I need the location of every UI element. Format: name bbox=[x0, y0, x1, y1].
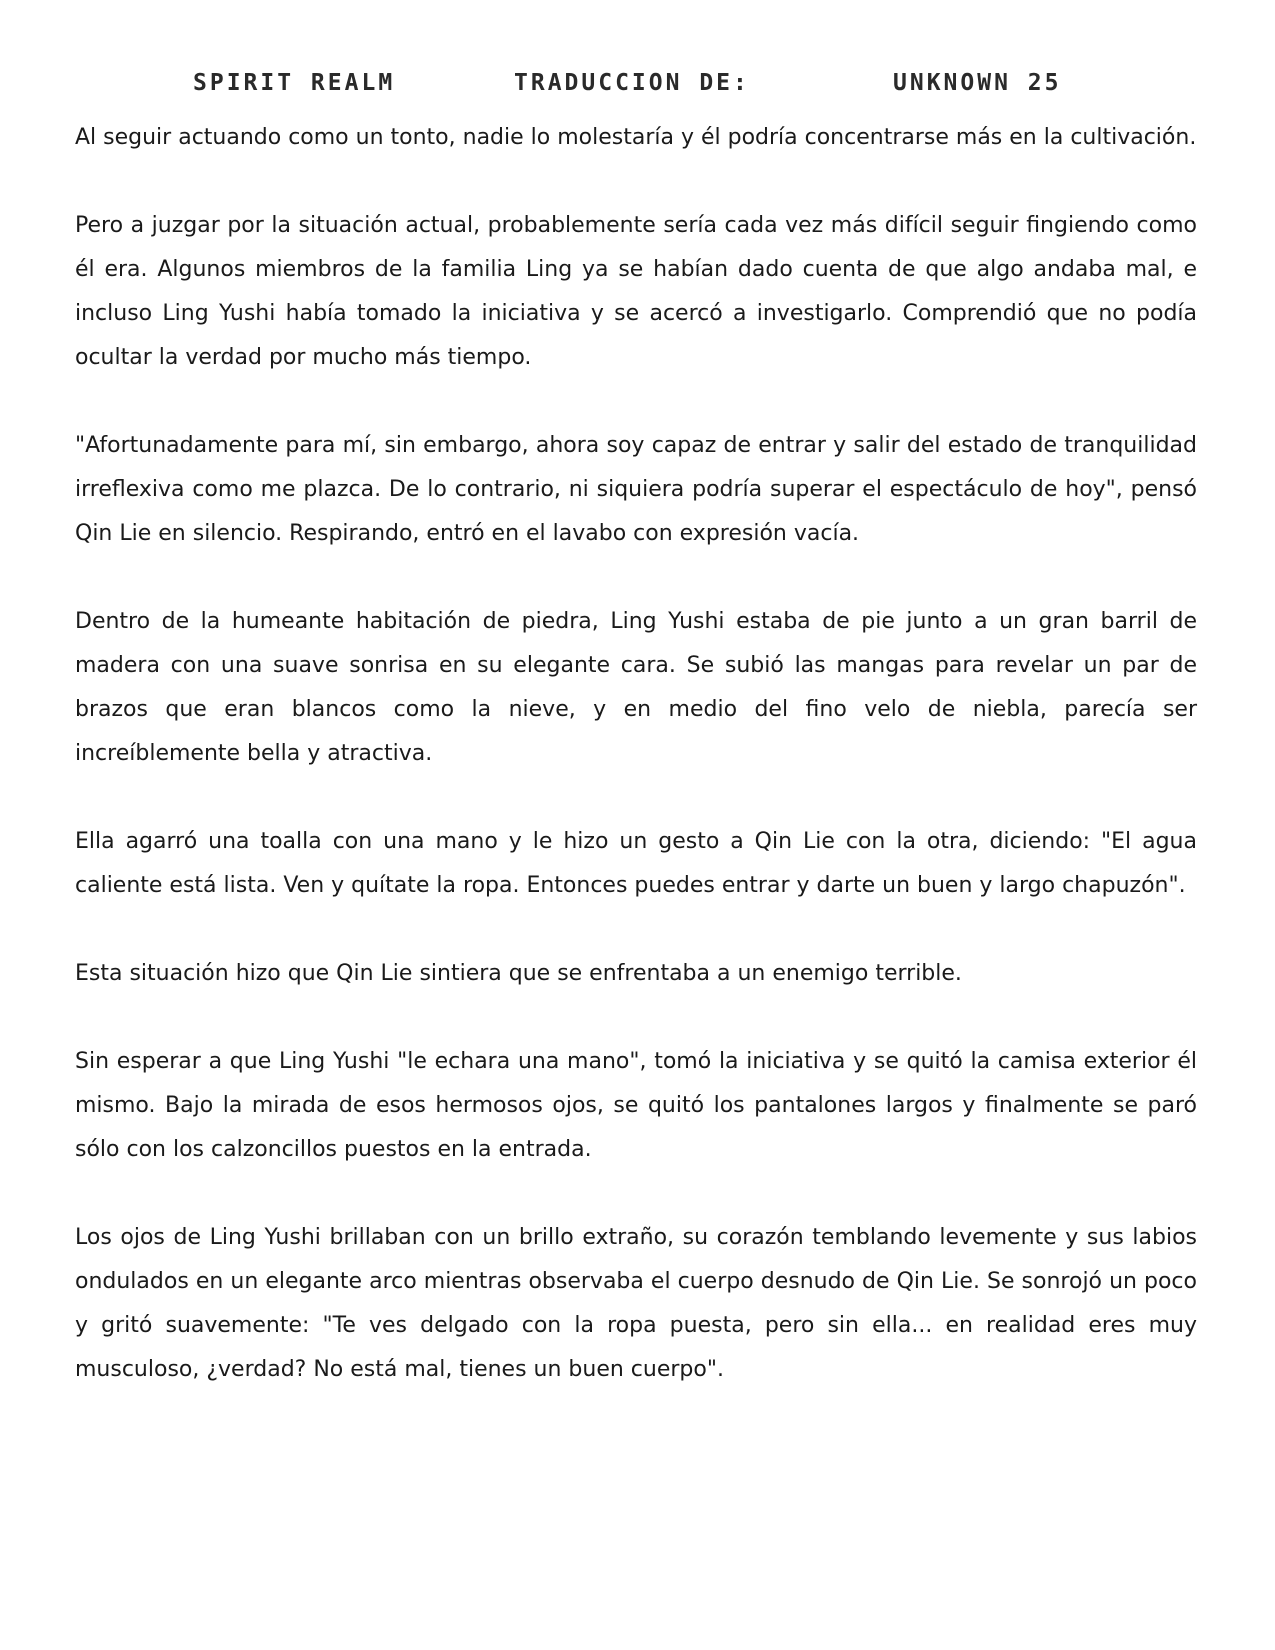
page-header bbox=[0, 70, 1275, 110]
paragraph-5: Ella agarró una toalla con una mano y le hizo un gesto a Qin Lie con la otra, diciendo: "El agua caliente está lista. Ven y quítate la ropa. Entonces puedes entrar y darte un buen y largo chapuzón". bbox=[75, 829, 1197, 898]
header-translator: UNKNOWN 25 bbox=[893, 70, 1062, 96]
paragraph-4: Dentro de la humeante habitación de piedra, Ling Yushi estaba de pie junto a un gran barril de madera con una suave sonrisa en su elegante cara. Se subió las mangas para revelar un par de brazos que eran blancos como la nieve, y en medio del fino velo de niebla, parecía ser increíblemente bella y atractiva. bbox=[75, 609, 1197, 766]
header-title: SPIRIT REALM bbox=[193, 70, 396, 96]
paragraph-2: Pero a juzgar por la situación actual, probablemente sería cada vez más difícil seguir fingiendo como él era. Algunos miembros de la familia Ling ya se habían dado cuenta de que algo andaba mal, e incluso Ling Yushi había tomado la iniciativa y se acercó a investigarlo. Comprendió que no podía ocultar la verdad por mucho más tiempo. bbox=[75, 213, 1197, 370]
paragraph-1: Al seguir actuando como un tonto, nadie lo molestaría y él podría concentrarse más en la cultivación. bbox=[75, 125, 1197, 150]
paragraph-6: Esta situación hizo que Qin Lie sintiera que se enfrentaba a un enemigo terrible. bbox=[75, 961, 962, 986]
body-text bbox=[75, 116, 1197, 1436]
paragraph-7: Sin esperar a que Ling Yushi "le echara una mano", tomó la iniciativa y se quitó la camisa exterior él mismo. Bajo la mirada de esos hermosos ojos, se quitó los pantalones largos y finalmente se paró sólo con los calzoncillos puestos en la entrada. bbox=[75, 1049, 1197, 1162]
header-translation-label: TRADUCCION DE: bbox=[514, 70, 750, 96]
paragraph-3: "Afortunadamente para mí, sin embargo, ahora soy capaz de entrar y salir del estado de tranquilidad irreflexiva como me plazca. De lo contrario, ni siquiera podría superar el espectáculo de hoy", pensó Qin Lie en silencio. Respirando, entró en el lavabo con expresión vacía. bbox=[75, 433, 1197, 546]
paragraph-8: Los ojos de Ling Yushi brillaban con un brillo extraño, su corazón temblando levemente y sus labios ondulados en un elegante arco mientras observaba el cuerpo desnudo de Qin Lie. Se sonrojó un poco y gritó suavemente: "Te ves delgado con la ropa puesta, pero sin ella... en realidad eres muy musculoso, ¿verdad? No está mal, tienes un buen cuerpo". bbox=[75, 1225, 1197, 1382]
